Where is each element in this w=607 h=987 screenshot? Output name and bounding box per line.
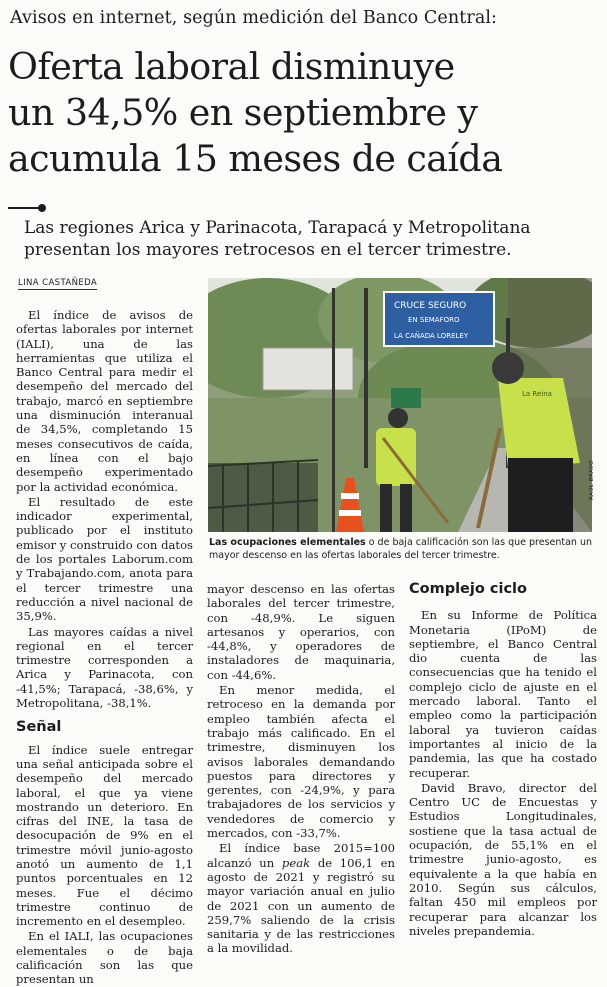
kicker: Avisos en internet, según medición del Banco Central:: [10, 8, 498, 28]
paragraph: mayor descenso en las ofertas laborales del tercer trimestre, con -48,9%. Le siguen artesanos y operarios, con -44,8%, y operadores de instaladores de maquinaria, con -44,6%.: [207, 582, 395, 682]
headline-line-3: acumula 15 meses de caída: [8, 137, 503, 180]
text-run: El índice base 2015=100 alcanzó un: [207, 841, 395, 870]
subhead-line-2: presentan los mayores retrocesos en el tercer trimestre.: [24, 240, 512, 260]
column-1: [16, 308, 193, 987]
byline: LINA CASTAÑEDA: [18, 278, 98, 288]
paragraph: El índice de avisos de ofertas laborales por internet (IALI), una de las herramientas que utiliza el Banco Central para medir el desempeño del mercado del trabajo, marcó en septiembre una disminución interanual de 34,5%, completando 15 meses consecutivos de caída, en línea con el bajo desempeño experimentado por la actividad económica.: [16, 308, 193, 494]
paragraph: El índice suele entregar una señal anticipada sobre el desempeño del mercado laboral, el que ya viene mostrando un deterioro. En cifras del INE, la tasa de desocupación de 9% en el trimestre móvil junio-agosto anotó un aumento de 1,1 puntos porcentuales en 12 meses. Fue el décimo trimestre continuo de incremento en el desempleo.: [16, 742, 193, 929]
text-run: de 106,1 en agosto de 2021 y registró su mayor variación anual en julio de 2021 con un aumento de 259,7% saliendo de la crisis sanitaria y de las restricciones a la movilidad.: [207, 855, 396, 956]
section-heading-complejo-ciclo: Complejo ciclo: [409, 581, 527, 597]
billboard: [263, 348, 353, 390]
subhead: [24, 217, 602, 261]
caption-text: o de baja calificación son las que presentan un mayor descenso en las ofertas laborales del tercer trimestre.: [209, 537, 593, 561]
headline-line-1: Oferta laboral disminuye: [8, 45, 455, 88]
emphasis: peak: [281, 855, 311, 870]
column-3: [409, 582, 597, 938]
street-sign: [384, 292, 494, 346]
paragraph: El resultado de este indicador experimental, publicado por el instituto emisor y construido con datos de los portales Laborum.com y Trabajando.com, anota para el tercer trimestre una reducción a nivel nacional de 35,9%.: [16, 494, 193, 624]
headline: [8, 44, 603, 182]
headline-line-2: un 34,5% en septiembre y: [8, 91, 478, 134]
svg-text:CRUCE SEGURO: CRUCE SEGURO: [394, 301, 467, 311]
caption-bold: Las ocupaciones elementales: [209, 537, 366, 548]
section-heading-senal: Señal: [16, 719, 62, 736]
divider-dot: [38, 204, 46, 212]
paragraph: En el IALI, las ocupaciones elementales o de baja calificación son las que presentan un: [16, 929, 193, 987]
paragraph: Las mayores caídas a nivel regional en el tercer trimestre corresponden a Arica y Parinacota, con -41,5%; Tarapacá, -38,6%, y Metropolitana, -38,1%.: [16, 624, 193, 711]
photo-caption: [209, 537, 601, 562]
svg-text:La Reina: La Reina: [522, 390, 552, 398]
news-photo: [208, 278, 592, 532]
subhead-line-1: Las regiones Arica y Parinacota, Tarapacá y Metropolitana: [24, 218, 531, 238]
paragraph: [207, 841, 395, 955]
paragraph: David Bravo, director del Centro UC de Encuestas y Estudios Longitudinales, sostiene que la tasa actual de ocupación, de 55,1% en el trimestre junio-agosto, es equivalente a la que había en 2010. Según sus cálculos, faltan 450 mil empleos por recuperar para alcanzar los niveles prepandemia.: [409, 780, 597, 938]
column-2: [207, 582, 395, 956]
svg-text:EN SEMAFORO: EN SEMAFORO: [408, 316, 460, 324]
photo-credit: RAÚL BRAVO: [589, 460, 595, 500]
paragraph: En su Informe de Política Monetaria (IPoM) de septiembre, el Banco Central dio cuenta de las consecuencias que ha tenido el complejo ciclo de ajuste en el mercado laboral. Tanto el empleo como la participación laboral ya tuvieron caídas importantes al inicio de la pandemia, las que ha costado recuperar.: [409, 608, 597, 780]
green-sign: [391, 388, 421, 408]
svg-text:LA CAÑADA LORELEY: LA CAÑADA LORELEY: [394, 332, 469, 340]
paragraph: En menor medida, el retroceso en la demanda por empleo también afecta el trabajo más calificado. En el trimestre, disminuyen los avisos laborales demandando puestos para directores y gerentes, con -24,9%, y para trabajadores de los servicios y vendedores de comercio y mercados, con -33,7%.: [207, 683, 395, 841]
